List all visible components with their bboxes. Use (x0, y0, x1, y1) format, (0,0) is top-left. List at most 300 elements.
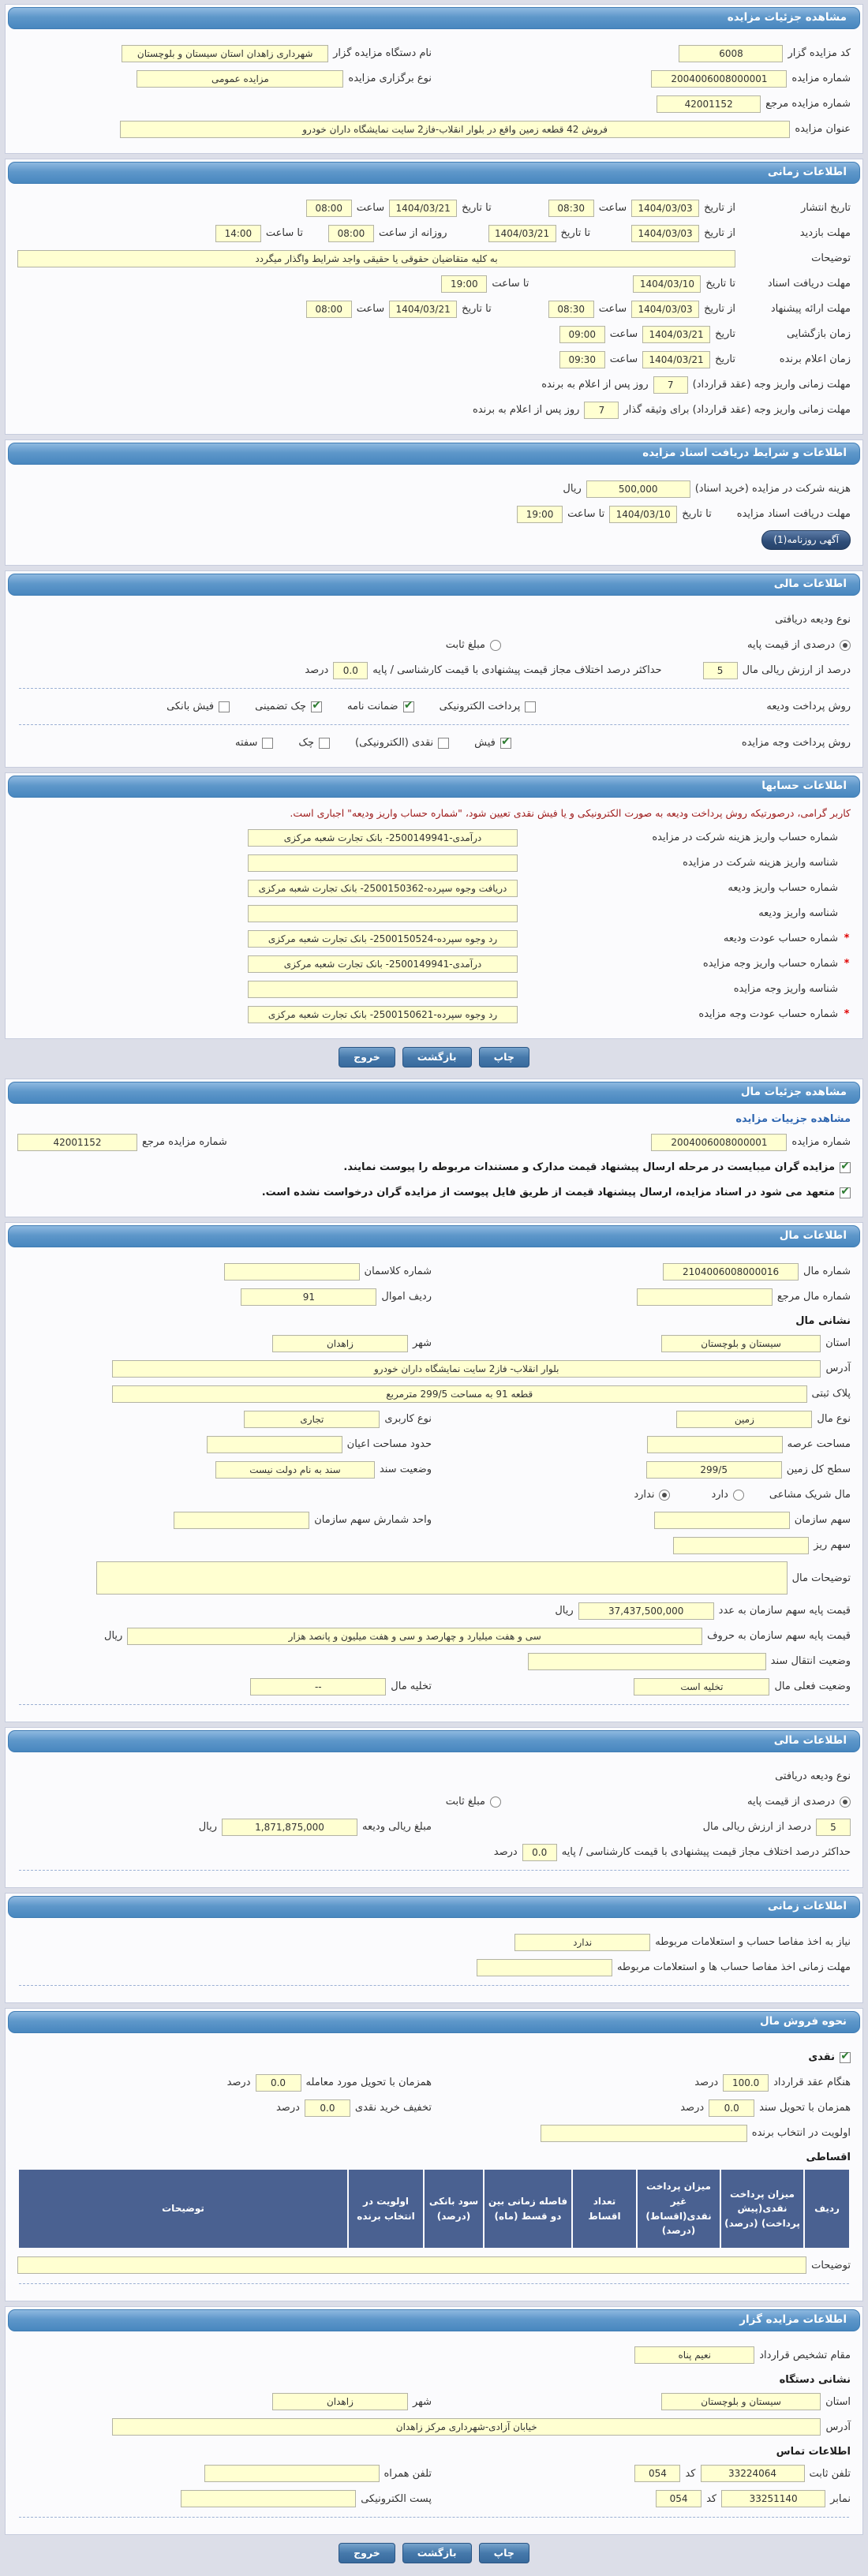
row-opening-time (17, 325, 851, 343)
newspaper-ads-button[interactable]: آگهی روزنامه(1) (761, 530, 851, 550)
row-deposit-type (17, 611, 851, 629)
section-time-info (5, 159, 863, 435)
no-file-checkbox[interactable] (840, 1187, 851, 1198)
row-org-address (17, 2418, 851, 2436)
row-time-description (17, 249, 851, 267)
section-auctioneer-info (5, 2306, 863, 2535)
row-land-total-deed (17, 1460, 851, 1479)
auction-actions (5, 1047, 863, 1067)
back-button[interactable]: بازگشت (402, 1047, 472, 1067)
payment-id-field[interactable] (248, 981, 518, 998)
doc-receive-deadline-label: مهلت دریافت اسناد مزایده (736, 508, 851, 520)
sale-description-field[interactable] (17, 2256, 806, 2274)
total-land-field[interactable]: 299/5 (646, 1461, 782, 1479)
item-description-field[interactable] (96, 1561, 788, 1595)
visit-time-from-field[interactable]: 08:00 (328, 225, 374, 242)
org-share-label: سهم سازمان (794, 1514, 851, 1527)
visit-label: مهلت بازدید (799, 227, 851, 239)
deposit-return-account-field[interactable]: رد وجوه سپرده-2500150524- بانک تجارت شعبه مرکزی (248, 930, 518, 948)
cheque-label: چک (298, 737, 315, 750)
clearance-needed-label: نیاز به اخذ مفاصا حساب و استعلامات مربوطه (655, 1936, 851, 1949)
accounts-notice: کاربر گرامی، درصورتیکه روش پرداخت ودیعه به صورت الکترونیکی و یا فیش نقدی تعیین شود، "شماره حساب واریز ودیعه" اجباری است. (290, 807, 851, 820)
electronic-payment-label: پرداخت الکترونیکی (439, 701, 521, 713)
section-item-financial-info (5, 1727, 863, 1888)
row-auction-payment-methods (17, 734, 851, 752)
share-unit-field[interactable] (174, 1512, 309, 1529)
row-item-reference (17, 1288, 851, 1306)
bank-slip-label: فیش بانکی (166, 701, 215, 713)
deed-transfer-status-field[interactable] (528, 1653, 766, 1670)
radio-shared-no[interactable] (659, 1490, 670, 1501)
auction-number-field[interactable]: 2004006008000001 (651, 1134, 787, 1151)
offer-to-time-field[interactable]: 08:00 (306, 301, 352, 318)
payment-deadline-guarantor-days-field[interactable]: 7 (584, 402, 619, 419)
time-description-label: توضیحات (811, 252, 851, 264)
publish-to-date-field[interactable]: 1404/03/21 (389, 200, 457, 217)
row-offer-period (17, 300, 851, 318)
on-deed-field[interactable]: 0.0 (709, 2099, 754, 2117)
reference-number-label: شماره مزایده مرجع (142, 1136, 227, 1149)
deposit-payment-id-label: شناسه واریز ودیعه (758, 907, 838, 920)
row-authority (17, 2346, 851, 2365)
usage-type-field[interactable]: تجاری (244, 1411, 380, 1428)
section-document-terms (5, 439, 863, 566)
bidder-code-label: کد مزایده گزار (788, 47, 851, 59)
dashed-separator (19, 724, 849, 725)
deposit-account-field[interactable]: دریافت وجوه سپرده-2500150362- بانک تجارت شعبه مرکزی (248, 880, 518, 897)
section-title-item-info: اطلاعات مال (8, 1225, 860, 1247)
base-price-words-field[interactable]: سی و هفت میلیارد و چهارصد و سی و هفت میلیون و پانصد هزار (127, 1628, 702, 1645)
view-auction-details-link[interactable]: مشاهده جزییات مزایده (735, 1113, 851, 1126)
row-deposit-return-account (17, 929, 851, 948)
visit-to-date-field[interactable]: 1404/03/21 (488, 225, 556, 242)
fee-payment-id-field[interactable] (248, 854, 518, 872)
installment-group-label: اقساطی (806, 2152, 851, 2164)
row-doc-receive-deadline (17, 505, 851, 523)
base-price-number-field[interactable]: 37,437,500,000 (578, 1602, 714, 1620)
fee-account-label: شماره حساب واریز هزینه شرکت در مزایده (652, 832, 838, 844)
to-date-label: تا تاریخ (682, 508, 712, 520)
dashed-separator (19, 2517, 849, 2518)
city-label: شهر (412, 2395, 432, 2408)
building-area-field[interactable] (207, 1436, 342, 1453)
registration-plate-label: پلاک ثبتی (811, 1388, 851, 1400)
participation-fee-field[interactable]: 500,000 (586, 480, 690, 498)
payment-deadline-days-field[interactable]: 7 (653, 376, 688, 394)
certified-cheque-label: چک تضمینی (255, 701, 307, 713)
item-type-field[interactable]: زمین (676, 1411, 812, 1428)
usage-type-label: نوع کاربری (384, 1413, 432, 1426)
no-file-note: متعهد می شود در اسناد مزایده، ارسال پیشنهاد قیمت از طریق فایل پیوست از مزایده گران درخواست نشده است. (261, 1187, 835, 1199)
checkbox-cheque[interactable] (319, 738, 330, 749)
checkbox-certified-cheque[interactable] (311, 701, 322, 712)
row-current-status (17, 1677, 851, 1696)
daily-from-hour-label: روزانه از ساعت (378, 227, 447, 239)
percent-label: درصد (275, 2102, 300, 2114)
column-row-number: ردیف (804, 2169, 850, 2248)
row-base-price-number (17, 1602, 851, 1620)
org-address-group-label: نشانی دستگاه (779, 2373, 851, 2386)
dashed-separator (19, 2283, 849, 2284)
promissory-note-label: سفته (234, 737, 258, 750)
item-number-field[interactable]: 2104006008000016 (663, 1263, 799, 1281)
winner-time-field[interactable]: 09:30 (559, 351, 605, 368)
publish-label: تاریخ انتشار (801, 202, 851, 214)
cash-discount-label: تخفیف خرید نقدی (354, 2102, 432, 2114)
doc-receive-time-field[interactable]: 19:00 (517, 506, 563, 523)
row-sale-description (17, 2256, 851, 2275)
offer-from-time-field[interactable]: 08:30 (548, 301, 594, 318)
row-deposit-percent (17, 661, 851, 679)
row-payment-deadline (17, 376, 851, 394)
auction-subject-label: عنوان مزایده (795, 123, 851, 135)
cash-discount-field[interactable]: 0.0 (305, 2099, 350, 2117)
org-name-field[interactable]: شهرداری زاهدان استان سیستان و بلوچستان (122, 45, 328, 62)
from-date-label: از تاریخ (704, 303, 735, 315)
on-contract-field[interactable]: 100.0 (723, 2074, 769, 2092)
row-item-type-usage (17, 1410, 851, 1428)
deposit-account-label: شماره حساب واریز ودیعه (728, 882, 838, 895)
rial-label: ریال (104, 1630, 123, 1643)
days-after-winner-label: روز پس از اعلام به برنده (473, 404, 580, 416)
opening-time-field[interactable]: 09:00 (559, 326, 605, 343)
winner-date-field[interactable]: 1404/03/21 (642, 351, 710, 368)
section-title-financial-info: اطلاعات مالی (8, 574, 860, 596)
hour-label: ساعت (609, 353, 638, 365)
to-hour-label: تا ساعت (492, 278, 529, 290)
land-area-field[interactable] (647, 1436, 783, 1453)
print-button[interactable]: چاپ (479, 2543, 529, 2563)
row-item-address (17, 1359, 851, 1378)
section-title-sale-method: نحوه فروش مال (8, 2011, 860, 2033)
percent-of-base-option-label: درصدی از قیمت پایه (747, 639, 835, 652)
doc-receive-date-field[interactable]: 1404/03/10 (609, 506, 677, 523)
row-base-price-words (17, 1627, 851, 1645)
fixed-amount-option-label: مبلغ ثابت (445, 639, 486, 652)
payment-account-label: شماره حساب واریز وجه مزایده (702, 958, 838, 970)
deposit-amount-field[interactable]: 1,871,875,000 (222, 1819, 357, 1836)
winner-priority-field[interactable] (541, 2125, 747, 2142)
from-date-label: از تاریخ (704, 227, 735, 239)
payment-return-account-label: شماره حساب عودت وجه مزایده (698, 1008, 838, 1021)
org-name-label: نام دستگاه مزایده گزار (333, 47, 432, 59)
current-status-field[interactable]: تخلیه است (634, 1678, 769, 1696)
from-date-label: از تاریخ (704, 202, 735, 214)
publish-to-time-field[interactable]: 08:00 (306, 200, 352, 217)
deposit-percent-field[interactable]: 5 (703, 662, 738, 679)
on-delivery-field[interactable]: 0.0 (256, 2074, 301, 2092)
deposit-return-account-label: شماره حساب عودت ودیعه (723, 933, 838, 945)
percent-label: درصد (226, 2077, 251, 2089)
phone-code-field[interactable]: 054 (634, 2465, 680, 2482)
area-code-label: کد (706, 2492, 717, 2505)
deposit-type-label: نوع ودیعه دریافتی (775, 614, 851, 626)
shared-no-label: ندارد (634, 1489, 655, 1501)
row-clearance-deadline (17, 1958, 851, 1976)
item-address-group-label: نشانی مال (795, 1315, 851, 1328)
checkbox-guarantee-letter[interactable] (403, 701, 414, 712)
row-doc-deadline (17, 275, 851, 293)
contact-group-label: اطلاعات تماس (776, 2445, 851, 2458)
hour-label: ساعت (609, 328, 638, 340)
auction-number-field[interactable]: 2004006008000001 (651, 70, 787, 88)
item-actions (5, 2543, 863, 2563)
radio-fixed-amount[interactable] (490, 1796, 501, 1808)
item-reference-label: شماره مال مرجع (776, 1291, 851, 1303)
hour-label: ساعت (598, 303, 627, 315)
column-winner-priority: اولویت در انتخاب برنده (348, 2169, 424, 2248)
province-field[interactable]: سیستان و بلوچستان (661, 1335, 821, 1352)
row-newspaper-ad (17, 530, 851, 550)
rial-label: ریال (563, 483, 582, 495)
offer-to-date-field[interactable]: 1404/03/21 (389, 301, 457, 318)
dashed-separator (19, 688, 849, 689)
percent-of-base-option-label: درصدی از قیمت پایه (747, 1796, 835, 1808)
section-item-time-info (5, 1893, 863, 2003)
row-item-auction-numbers (17, 1133, 851, 1151)
fax-code-field[interactable]: 054 (656, 2490, 702, 2507)
publish-from-time-field[interactable]: 08:30 (548, 200, 594, 217)
max-diff-field[interactable]: 0.0 (333, 662, 368, 679)
doc-deadline-label: مهلت دریافت اسناد (767, 278, 851, 290)
payment-deadline-label: مهلت زمانی واریز وجه (عقد قرارداد) (692, 379, 851, 391)
row-participation-fee (17, 480, 851, 498)
row-deed-discount-percent (17, 2099, 851, 2117)
exit-button[interactable]: خروج (339, 2543, 395, 2563)
payment-return-account-field[interactable]: رد وجوه سپرده-2500150621- بانک تجارت شعبه مرکزی (248, 1006, 518, 1023)
checkbox-electronic-payment[interactable] (525, 701, 536, 712)
auction-number-label: شماره مزایده (791, 73, 851, 84)
asset-row-field[interactable]: 91 (241, 1288, 376, 1306)
item-description-label: توضیحات مال (791, 1572, 851, 1584)
back-button[interactable]: بازگشت (402, 2543, 472, 2563)
time-description-field[interactable]: به کلیه متقاضیان حقوقی یا حقیقی واجد شرایط واگذار میگردد (17, 250, 735, 267)
bidder-code-field[interactable]: 6008 (679, 45, 783, 62)
attach-docs-note: مزایده گران میبایست در مرحله ارسال پیشنهاد قیمت مدارک و مستندات مربوطه را پیوست نمایند. (343, 1161, 835, 1174)
required-asterisk: * (844, 1008, 850, 1021)
max-diff-label: حداکثر درصد اختلاف مجاز قیمت پیشنهادی با قیمت کارشناسی / پایه (561, 1846, 851, 1859)
building-area-label: حدود مساحت اعیان (346, 1438, 432, 1451)
city-field[interactable]: زاهدان (272, 2393, 408, 2410)
reference-number-label: شماره مزایده مرجع (765, 98, 851, 110)
row-payment-deadline-guarantor (17, 401, 851, 419)
sale-description-label: توضیحات (811, 2259, 851, 2271)
row-item-province-city (17, 1334, 851, 1352)
checkbox-cash-electronic[interactable] (438, 738, 449, 749)
max-diff-label: حداکثر درصد اختلاف مجاز قیمت پیشنهادی با قیمت کارشناسی / پایه (372, 664, 662, 677)
section-title-item-time-info: اطلاعات زمانی (8, 1896, 860, 1918)
item-reference-field[interactable] (637, 1288, 773, 1306)
to-date-label: تا تاریخ (462, 202, 492, 214)
email-label: پست الکترونیکی (361, 2492, 432, 2505)
section-financial-info (5, 570, 863, 768)
row-clearance-needed (17, 1933, 851, 1951)
participation-fee-label: هزینه شرکت در مزایده (خرید اسناد) (694, 483, 851, 495)
section-title-item-details: مشاهده جزئیات مال (8, 1082, 860, 1104)
date-label: تاریخ (715, 328, 735, 340)
org-address-label: آدرس (825, 2421, 851, 2433)
row-fee-account (17, 828, 851, 847)
column-description: توضیحات (18, 2169, 348, 2248)
phone-label: تلفن ثابت (809, 2467, 851, 2480)
row-item-number (17, 1262, 851, 1281)
doc-deadline-date-field[interactable]: 1404/03/10 (633, 275, 701, 293)
visit-time-to-field[interactable]: 14:00 (215, 225, 261, 242)
section-title-item-financial-info: اطلاعات مالی (8, 1730, 860, 1752)
row-org-share (17, 1511, 851, 1529)
phone-field[interactable]: 33224064 (701, 2465, 805, 2482)
address-label: آدرس (825, 1363, 851, 1375)
rial-label: ریال (555, 1605, 574, 1617)
row-deed-transfer-status (17, 1652, 851, 1670)
row-item-description (17, 1561, 851, 1595)
deposit-percent-field[interactable]: 5 (816, 1819, 851, 1836)
reference-number-field[interactable]: 42001152 (657, 95, 761, 113)
column-noncash-installment-percent: میزان پرداخت غیر نقدی(اقساط) (درصد) (637, 2169, 720, 2248)
item-number-label: شماره مال (803, 1266, 851, 1278)
row-deposit-account (17, 879, 851, 897)
deposit-percent-label: درصد از ارزش ریالی مال (742, 664, 851, 677)
attach-docs-checkbox[interactable] (840, 1162, 851, 1173)
evacuation-field[interactable]: -- (250, 1678, 386, 1696)
radio-shared-yes[interactable] (733, 1490, 744, 1501)
deposit-amount-label: مبلغ ریالی ودیعه (362, 1821, 432, 1834)
authority-field[interactable]: نعیم پناه (634, 2346, 754, 2364)
asset-row-label: ردیف اموال (381, 1291, 432, 1303)
row-auction-number-type (17, 69, 851, 88)
city-field[interactable]: زاهدان (272, 1335, 408, 1352)
print-button[interactable]: چاپ (479, 1047, 529, 1067)
rial-label: ریال (198, 1821, 218, 1834)
offer-from-date-field[interactable]: 1404/03/03 (631, 301, 699, 318)
row-payment-account (17, 955, 851, 973)
row-bidder-org (17, 44, 851, 62)
deed-status-field[interactable]: سند به نام دولت نیست (215, 1461, 375, 1479)
dashed-separator (19, 1870, 849, 1871)
deposit-payment-id-field[interactable] (248, 905, 518, 922)
hour-label: ساعت (598, 202, 627, 214)
percent-label: درصد (493, 1846, 518, 1859)
row-fee-payment-id (17, 854, 851, 872)
row-fax-email (17, 2490, 851, 2508)
cash-sale-checkbox[interactable] (840, 2052, 851, 2063)
fish-label: فیش (474, 737, 496, 750)
on-contract-label: هنگام عقد قرارداد (773, 2077, 851, 2089)
clearance-needed-field[interactable]: ندارد (514, 1934, 650, 1951)
guarantee-letter-label: ضمانت نامه (347, 701, 398, 713)
radio-percent-of-base[interactable] (840, 1796, 851, 1808)
section-title-auctioneer-info: اطلاعات مزایده گزار (8, 2309, 860, 2331)
visit-from-date-field[interactable]: 1404/03/03 (631, 225, 699, 242)
row-phone-mobile (17, 2465, 851, 2483)
installment-table (17, 2168, 851, 2249)
row-registration-plate (17, 1385, 851, 1403)
payment-account-field[interactable]: درآمدی-2500149941- بانک تجارت شعبه مرکزی (248, 955, 518, 973)
deposit-type-label: نوع ودیعه دریافتی (775, 1770, 851, 1783)
org-share-field[interactable] (654, 1512, 790, 1529)
hour-label: ساعت (356, 202, 385, 214)
share-detail-field[interactable] (673, 1537, 809, 1554)
opening-date-field[interactable]: 1404/03/21 (642, 326, 710, 343)
row-areas (17, 1435, 851, 1453)
exit-button[interactable]: خروج (339, 1047, 395, 1067)
base-price-words-label: قیمت پایه سهم سازمان به حروف (707, 1630, 851, 1643)
checkbox-fish[interactable] (500, 738, 511, 749)
fixed-amount-option-label: مبلغ ثابت (445, 1796, 486, 1808)
row-payment-id (17, 980, 851, 998)
mobile-field[interactable] (204, 2465, 380, 2482)
to-date-label: تا تاریخ (705, 278, 735, 290)
row-cash-sale (17, 2048, 851, 2066)
auction-number-label: شماره مزایده (791, 1136, 851, 1149)
shared-yes-label: دارد (711, 1489, 728, 1501)
publish-from-date-field[interactable]: 1404/03/03 (631, 200, 699, 217)
email-field[interactable] (181, 2490, 356, 2507)
payment-id-label: شناسه واریز وجه مزایده (733, 983, 838, 996)
row-auction-subject (17, 120, 851, 138)
evacuation-label: تخلیه مال (391, 1681, 432, 1693)
dashed-separator (19, 1704, 849, 1705)
to-hour-label: تا ساعت (265, 227, 303, 239)
installment-header-row (18, 2169, 850, 2248)
row-winner-announce-time (17, 350, 851, 368)
section-title-document-terms: اطلاعات و شرایط دریافت اسناد مزایده (8, 443, 860, 465)
checkbox-promissory-note[interactable] (262, 738, 273, 749)
org-address-field[interactable]: خیابان آزادی-شهرداری مرکز زاهدان (112, 2418, 821, 2436)
max-diff-field[interactable]: 0.0 (522, 1844, 557, 1861)
fee-account-field[interactable]: درآمدی-2500149941- بانک تجارت شعبه مرکزی (248, 829, 518, 847)
column-cash-prepayment-percent: میزان پرداخت نقدی(پیش پرداخت) (درصد) (720, 2169, 804, 2248)
cash-sale-label: نقدی (808, 2051, 835, 2064)
cash-electronic-label: نقدی (الکترونیکی) (355, 737, 434, 750)
doc-deadline-time-field[interactable]: 19:00 (441, 275, 487, 293)
share-detail-label: سهم ریز (814, 1539, 851, 1552)
deed-transfer-status-label: وضعیت انتقال سند (770, 1655, 851, 1668)
column-installment-interval: فاصله زمانی بین دو قسط (ماه) (484, 2169, 572, 2248)
province-field[interactable]: سیستان و بلوچستان (661, 2393, 821, 2410)
current-status-label: وضعیت فعلی مال (774, 1681, 851, 1693)
row-deposit-type (17, 1767, 851, 1785)
checkbox-bank-slip[interactable] (219, 701, 230, 712)
classification-number-field[interactable] (224, 1263, 360, 1281)
radio-percent-of-base[interactable] (840, 640, 851, 651)
shared-ownership-label: مال شریک مشاعی (769, 1489, 851, 1501)
section-title-time-info: اطلاعات زمانی (8, 162, 860, 184)
row-visit-period (17, 224, 851, 242)
section-title-accounts-info: اطلاعات حسابها (8, 776, 860, 798)
fax-field[interactable]: 33251140 (721, 2490, 825, 2507)
date-label: تاریخ (715, 353, 735, 365)
row-attach-docs-note (17, 1158, 851, 1176)
row-deposit-percent-amount (17, 1818, 851, 1836)
registration-plate-field[interactable]: قطعه 91 به مساحت 299/5 مترمربع (112, 1385, 807, 1403)
clearance-deadline-field[interactable] (477, 1959, 612, 1976)
opening-label: زمان بازگشایی (787, 328, 851, 340)
on-deed-label: همزمان با تحویل سند (759, 2102, 851, 2114)
row-publish-period (17, 199, 851, 217)
radio-fixed-amount[interactable] (490, 640, 501, 651)
reference-number-field[interactable]: 42001152 (17, 1134, 137, 1151)
auction-type-field[interactable]: مزایده عمومی (137, 70, 343, 88)
payment-deadline-guarantor-label: مهلت زمانی واریز وجه (عقد قرارداد) برای وثیقه گذار (623, 404, 851, 416)
auction-subject-field[interactable]: فروش 42 قطعه زمین واقع در بلوار انقلاب-فاز2 سایت نمایشگاه داران خودرو (120, 121, 790, 138)
hour-label: ساعت (356, 303, 385, 315)
address-field[interactable]: بلوار انقلاب- فاز2 سایت نمایشگاه داران خودرو (112, 1360, 821, 1378)
row-org-province-city (17, 2393, 851, 2411)
mobile-label: تلفن همراه (383, 2467, 432, 2480)
authority-label: مقام تشخیص قرارداد (759, 2349, 851, 2361)
section-item-details (5, 1079, 863, 1217)
